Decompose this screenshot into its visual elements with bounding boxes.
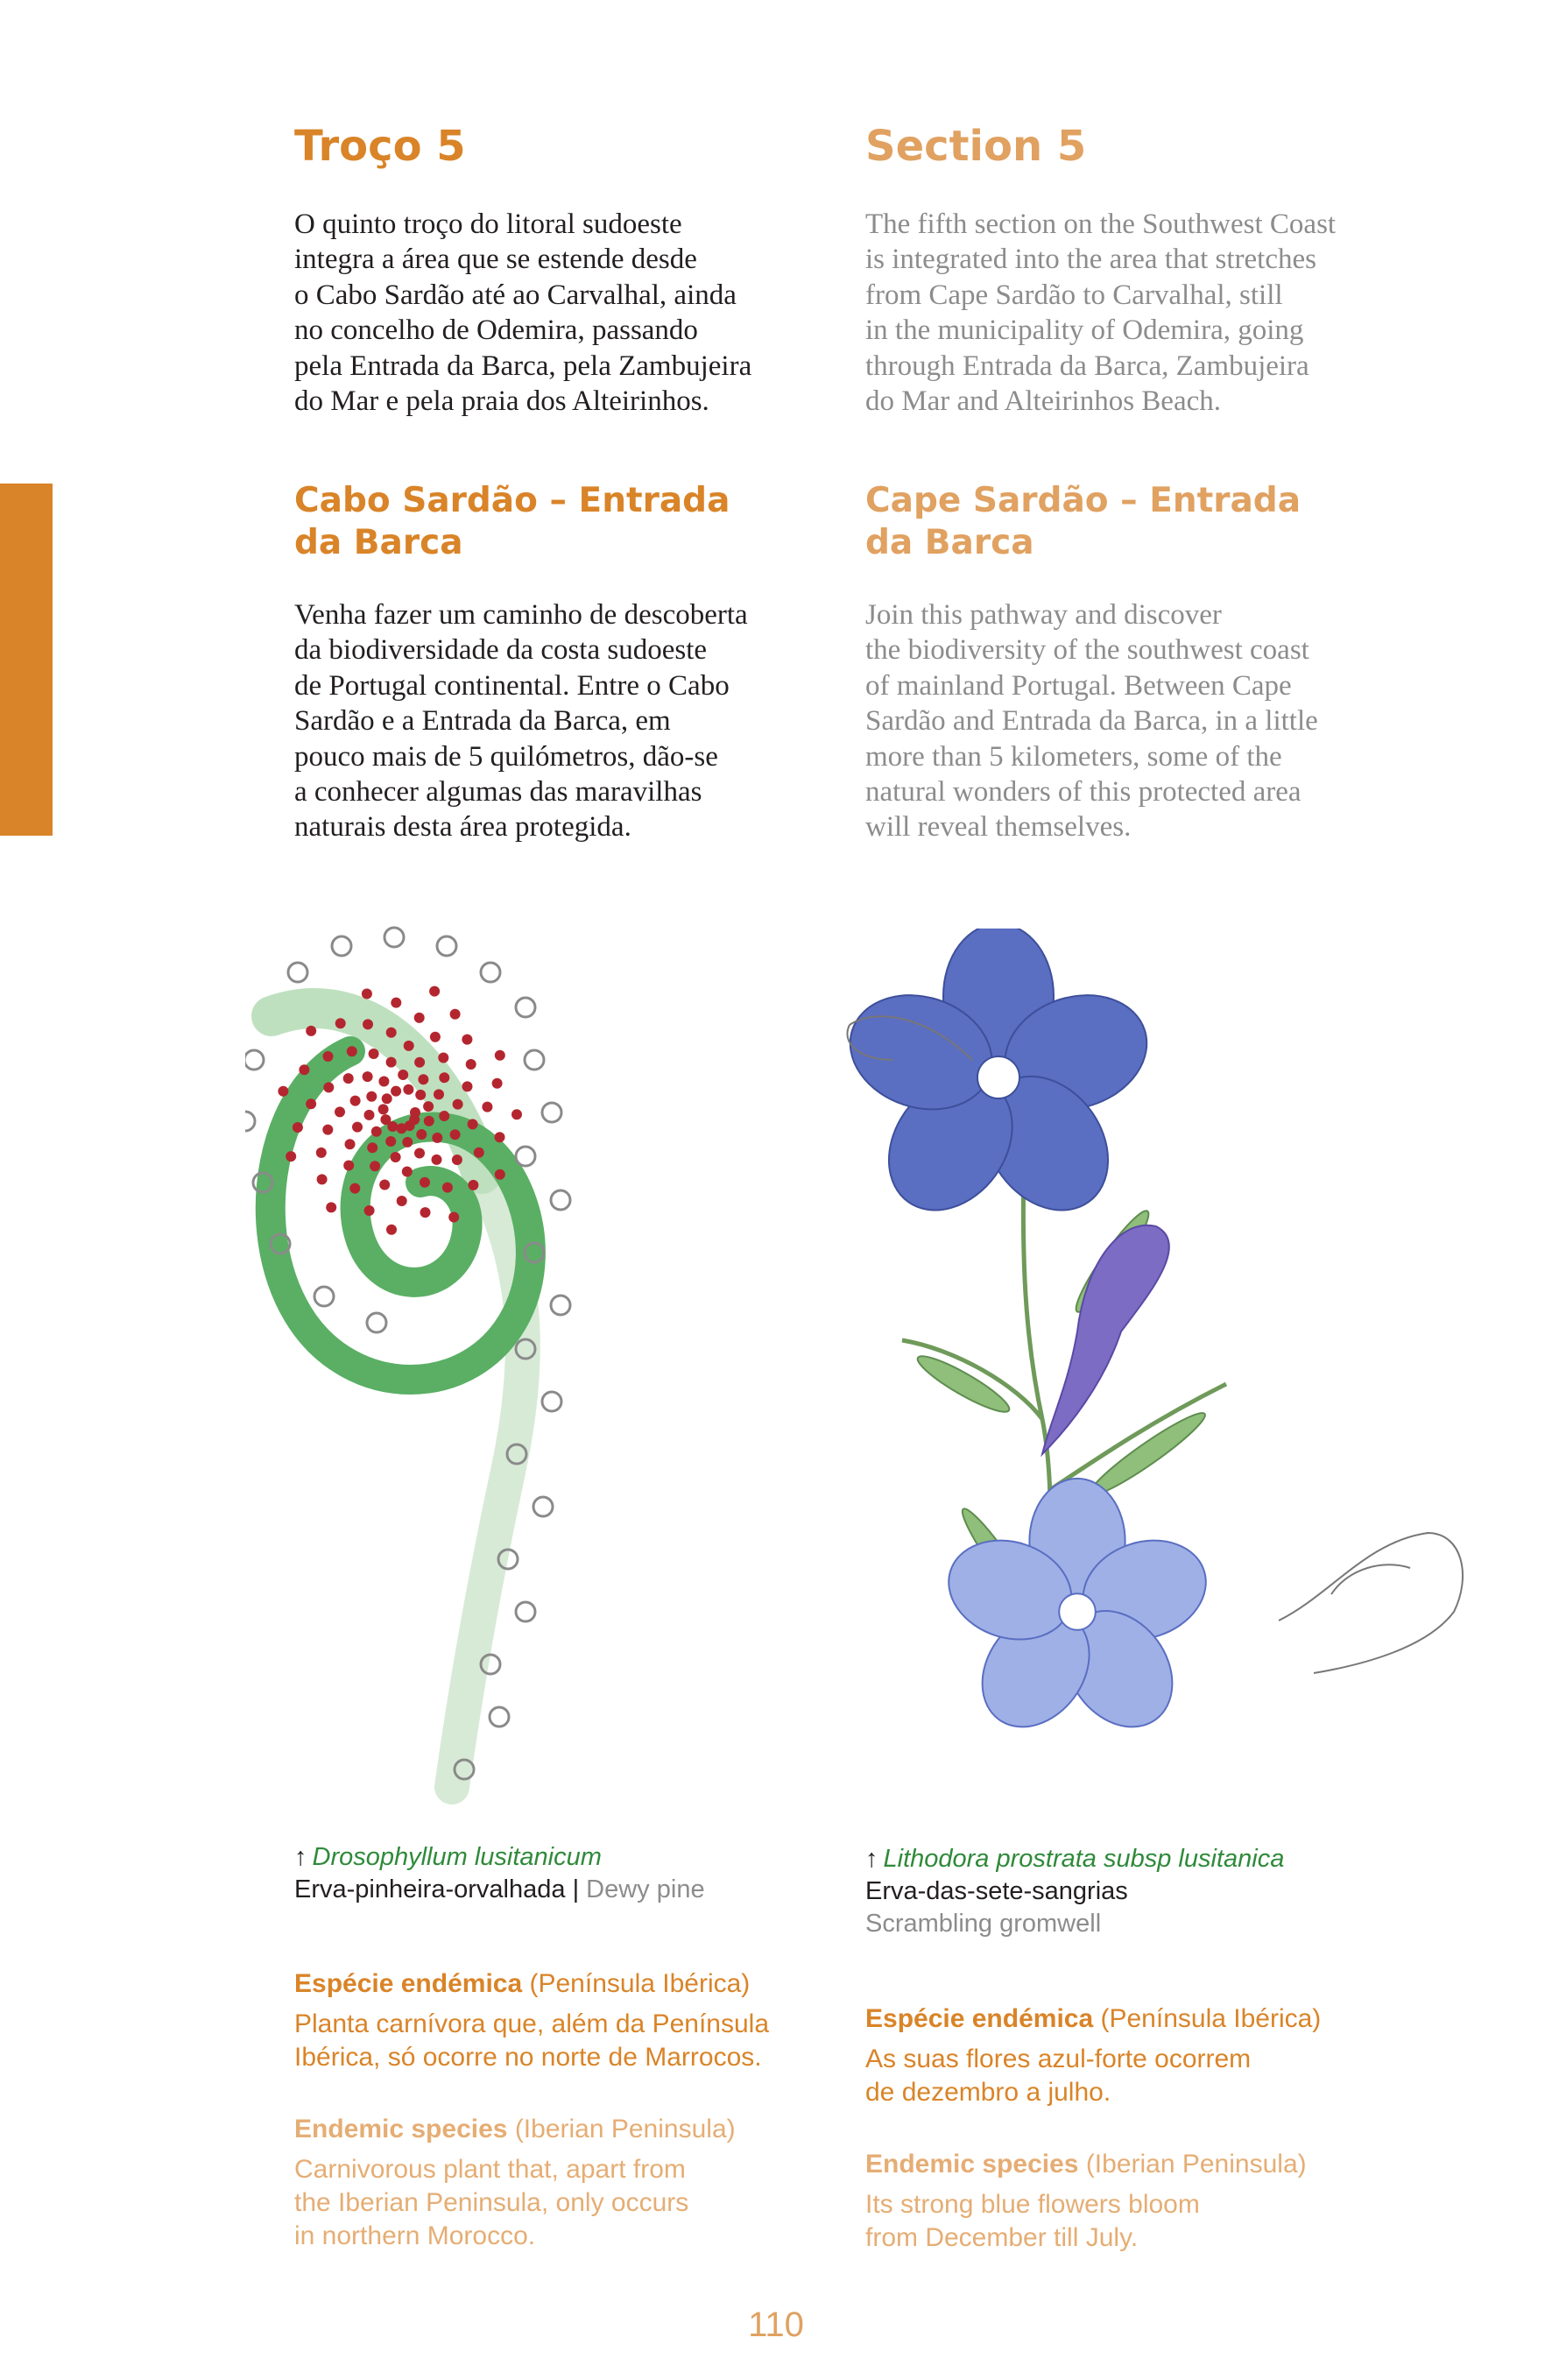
gromwell-note-en: [865, 2148, 1307, 2255]
dew-drop: [316, 1148, 327, 1158]
text-line: natural wonders of this protected area: [865, 776, 1302, 809]
dew-drop: [397, 1196, 407, 1206]
scrambling-gromwell-illustration: [823, 929, 1498, 1804]
dew-drop: [468, 1180, 478, 1190]
dew-drop: [439, 1072, 449, 1083]
dew-drop: [370, 1161, 380, 1171]
dew-drop: [380, 1114, 391, 1125]
dew-drop: [511, 1109, 522, 1119]
common-name-en: Dewy pine: [586, 1875, 705, 1903]
endemic-heading-en: [865, 2148, 1307, 2181]
text-line: naturais desta área protegida.: [294, 811, 631, 844]
text-line: de Portugal continental. Entre o Cabo: [294, 669, 730, 702]
text-line: integra a área que se estende desde: [294, 244, 697, 276]
dew-drop: [448, 1212, 459, 1223]
note-line: Ibérica, só ocorre no norte de Marrocos.: [294, 2043, 762, 2072]
dew-drop: [345, 1139, 356, 1149]
dew-drop: [482, 1102, 492, 1112]
body-paragraph-en: [865, 597, 1318, 845]
text-line: more than 5 kilometers, some of the: [865, 740, 1282, 773]
common-name-pt: Erva-pinheira-orvalhada: [294, 1875, 566, 1903]
note-line: in northern Morocco.: [294, 2221, 536, 2250]
endemic-label: Endemic species: [294, 2115, 508, 2143]
dew-drop: [343, 1073, 354, 1084]
dew-drop: [366, 1091, 377, 1102]
endemic-region: (Península Ibérica): [529, 1969, 751, 1998]
dew-drop: [453, 1099, 463, 1110]
dew-drop: [322, 1125, 333, 1135]
note-line: Its strong blue flowers bloom: [865, 2190, 1200, 2219]
species-name: Drosophyllum lusitanicum: [312, 1843, 602, 1871]
dew-drop: [323, 1082, 334, 1092]
caption-common-line: [294, 1874, 705, 1906]
text-line: Join this pathway and discover: [865, 599, 1222, 631]
dew-drop: [391, 998, 401, 1008]
dew-drop: [420, 1207, 431, 1218]
dew-drop: [450, 1129, 461, 1140]
dew-drop: [438, 1053, 448, 1063]
text-line: in the municipality of Odemira, going: [865, 314, 1304, 347]
outline-drop: [490, 1707, 509, 1727]
separator: |: [572, 1875, 580, 1903]
dew-drop: [439, 1111, 449, 1121]
dew-drop: [495, 1050, 505, 1061]
text-line: pouco mais de 5 quilómetros, dão-se: [294, 740, 718, 773]
dew-drop: [462, 1081, 473, 1091]
text-line: no concelho de Odemira, passando: [294, 314, 698, 347]
dew-drop: [402, 1167, 413, 1177]
note-line: the Iberian Peninsula, only occurs: [294, 2188, 689, 2217]
heading-line: da Barca: [294, 523, 463, 562]
dew-drop: [347, 1046, 357, 1056]
dew-drop: [364, 1110, 375, 1120]
heading-line: da Barca: [865, 523, 1034, 562]
dew-drop: [397, 1123, 407, 1134]
dewy-pine-caption: [294, 1841, 705, 1906]
text-line: is integrated into the area that stretches: [865, 244, 1316, 276]
dew-drop: [293, 1122, 303, 1133]
note-line: Planta carnívora que, além da Península: [294, 2009, 770, 2038]
dew-drop: [432, 1133, 442, 1143]
dew-drop: [466, 1059, 476, 1070]
dew-drop: [349, 1183, 360, 1194]
dew-drop: [386, 1057, 397, 1068]
outline-drop: [332, 936, 351, 956]
endemic-heading-pt: [865, 2002, 1321, 2036]
common-name-pt: Erva-das-sete-sangrias: [865, 1877, 1128, 1905]
outline-drop: [551, 1190, 570, 1210]
outline-drop: [551, 1296, 570, 1315]
outline-drop: [516, 1602, 535, 1621]
dew-drop: [391, 1152, 401, 1162]
dew-drop: [323, 1051, 334, 1062]
note-line: from December till July.: [865, 2223, 1139, 2252]
dew-drop: [326, 1202, 336, 1212]
note-line: Carnivorous plant that, apart from: [294, 2155, 686, 2184]
endemic-label: Espécie endémica: [865, 2004, 1094, 2033]
section-title-en: Section 5: [865, 122, 1087, 171]
dew-drop: [414, 1057, 425, 1068]
outline-drop: [481, 963, 500, 982]
outline-drop: [367, 1313, 386, 1332]
flower-center: [1059, 1593, 1096, 1630]
subsection-title-pt: [294, 480, 730, 564]
dew-drop: [386, 1028, 397, 1038]
text-line: o Cabo Sardão até ao Carvalhal, ainda: [294, 279, 737, 311]
outline-drop: [437, 936, 456, 956]
subsection-title-en: [865, 480, 1301, 564]
outline-drop: [314, 1287, 334, 1306]
dew-drop: [335, 1106, 345, 1117]
dewy-pine-note-pt: [294, 1967, 769, 2074]
dew-drop: [371, 1126, 382, 1137]
text-line: Sardão e a Entrada da Barca, em: [294, 705, 671, 738]
dew-drop: [432, 1155, 442, 1165]
section-side-tab: [0, 484, 53, 836]
outline-drop: [245, 1050, 264, 1070]
endemic-label: Espécie endémica: [294, 1969, 523, 1998]
text-line: The fifth section on the Southwest Coast: [865, 208, 1337, 240]
dew-drop: [369, 1049, 379, 1059]
species-name: Lithodora prostrata subsp lusitanica: [883, 1845, 1285, 1873]
outline-drop: [542, 1392, 561, 1411]
gromwell-caption: [865, 1843, 1284, 1940]
dew-drop: [452, 1155, 462, 1165]
arrow-up-icon: ↑: [865, 1845, 878, 1873]
dew-drop: [391, 1086, 401, 1097]
dew-drop: [286, 1151, 296, 1162]
dew-drop: [379, 1180, 390, 1190]
dew-drop: [420, 1177, 430, 1188]
dew-drop: [385, 1136, 396, 1147]
outline-drop: [288, 963, 307, 982]
section-title-pt: Troço 5: [294, 122, 466, 171]
gromwell-note-pt: [865, 2002, 1321, 2109]
text-line: Venha fazer um caminho de descoberta: [294, 599, 748, 631]
heading-line: Cabo Sardão – Entrada: [294, 481, 730, 520]
dew-drop: [474, 1148, 484, 1158]
dew-drop: [442, 1183, 453, 1193]
outline-drop: [533, 1497, 553, 1516]
endemic-label: Endemic species: [865, 2150, 1079, 2179]
dewy-pine-note-en: [294, 2113, 736, 2253]
dew-drop: [367, 1142, 377, 1153]
text-line: do Mar and Alteirinhos Beach.: [865, 385, 1221, 418]
endemic-region: (Península Ibérica): [1100, 2004, 1322, 2033]
note-line: de dezembro a julho.: [865, 2078, 1111, 2107]
dew-drop: [364, 1205, 375, 1216]
text-line: da biodiversidade da costa sudoeste: [294, 634, 708, 667]
intro-paragraph-pt: [294, 207, 751, 419]
dew-drop: [418, 1074, 428, 1084]
text-line: a conhecer algumas das maravilhas: [294, 776, 702, 809]
dew-drop: [386, 1225, 397, 1235]
dew-drop: [306, 1026, 316, 1036]
dew-drop: [403, 1084, 413, 1095]
outline-drop: [525, 1050, 544, 1070]
caption-species-line: [294, 1841, 705, 1874]
text-line: from Cape Sardão to Carvalhal, still: [865, 279, 1283, 311]
dew-drop: [363, 1019, 373, 1029]
flower-center: [977, 1056, 1019, 1098]
text-line: O quinto troço do litoral sudoeste: [294, 208, 682, 240]
dew-drop: [352, 1122, 363, 1133]
endemic-heading-pt: [294, 1967, 769, 2001]
outline-drop: [384, 928, 404, 947]
dew-drop: [350, 1096, 361, 1106]
text-line: the biodiversity of the southwest coast: [865, 634, 1309, 667]
dew-drop: [378, 1077, 389, 1087]
outline-drop: [542, 1103, 561, 1122]
outline-drop: [245, 1112, 255, 1131]
outline-drop: [516, 1147, 535, 1166]
caption-species-line: [865, 1843, 1284, 1875]
dew-drop: [402, 1137, 413, 1148]
dew-drop: [468, 1119, 478, 1129]
dew-drop: [495, 1132, 505, 1142]
dew-drop: [434, 1089, 444, 1099]
endemic-region: (Iberian Peninsula): [514, 2115, 736, 2143]
endemic-heading-en: [294, 2113, 736, 2146]
dew-drop: [450, 1009, 461, 1020]
common-name-en: Scrambling gromwell: [865, 1910, 1102, 1938]
dew-drop: [335, 1018, 346, 1028]
text-line: pela Entrada da Barca, pela Zambujeira: [294, 350, 752, 382]
heading-line: Cape Sardão – Entrada: [865, 481, 1302, 520]
dew-drop: [382, 1093, 392, 1104]
outline-drop: [516, 998, 535, 1017]
open-blue-flower: [836, 929, 1162, 1234]
dew-drop: [343, 1161, 354, 1171]
dew-drop: [404, 1041, 414, 1051]
dew-drop: [429, 986, 440, 997]
dew-drop: [415, 1090, 426, 1100]
text-line: do Mar e pela praia dos Alteirinhos.: [294, 385, 709, 418]
dew-drop: [414, 1013, 425, 1023]
note-line: As suas flores azul-forte ocorrem: [865, 2045, 1252, 2073]
dew-drop: [495, 1169, 505, 1180]
dew-drop: [492, 1078, 503, 1089]
dew-drop: [462, 1035, 472, 1045]
dew-drop: [414, 1148, 425, 1159]
page-number: 110: [748, 2306, 804, 2344]
dew-drop: [398, 1070, 408, 1080]
dew-drop: [378, 1104, 389, 1114]
dew-drop: [416, 1129, 427, 1140]
endemic-region: (Iberian Peninsula): [1085, 2150, 1307, 2179]
dew-drop: [423, 1101, 434, 1112]
intro-paragraph-en: [865, 207, 1336, 419]
body-paragraph-pt: [294, 597, 748, 845]
text-line: of mainland Portugal. Between Cape: [865, 669, 1292, 702]
text-line: will reveal themselves.: [865, 811, 1132, 844]
dew-drop: [430, 1032, 441, 1042]
dewy-pine-illustration: [245, 911, 806, 1804]
dew-drop: [317, 1174, 328, 1184]
arrow-up-icon: ↑: [294, 1843, 307, 1871]
dew-drop: [278, 1086, 288, 1097]
dew-drop: [299, 1064, 309, 1075]
dew-drop: [363, 1071, 373, 1082]
text-line: through Entrada da Barca, Zambujeira: [865, 350, 1309, 382]
dew-drop: [306, 1098, 316, 1109]
text-line: Sardão and Entrada da Barca, in a little: [865, 705, 1318, 738]
dew-drop: [424, 1116, 434, 1126]
dew-drop: [362, 989, 372, 999]
